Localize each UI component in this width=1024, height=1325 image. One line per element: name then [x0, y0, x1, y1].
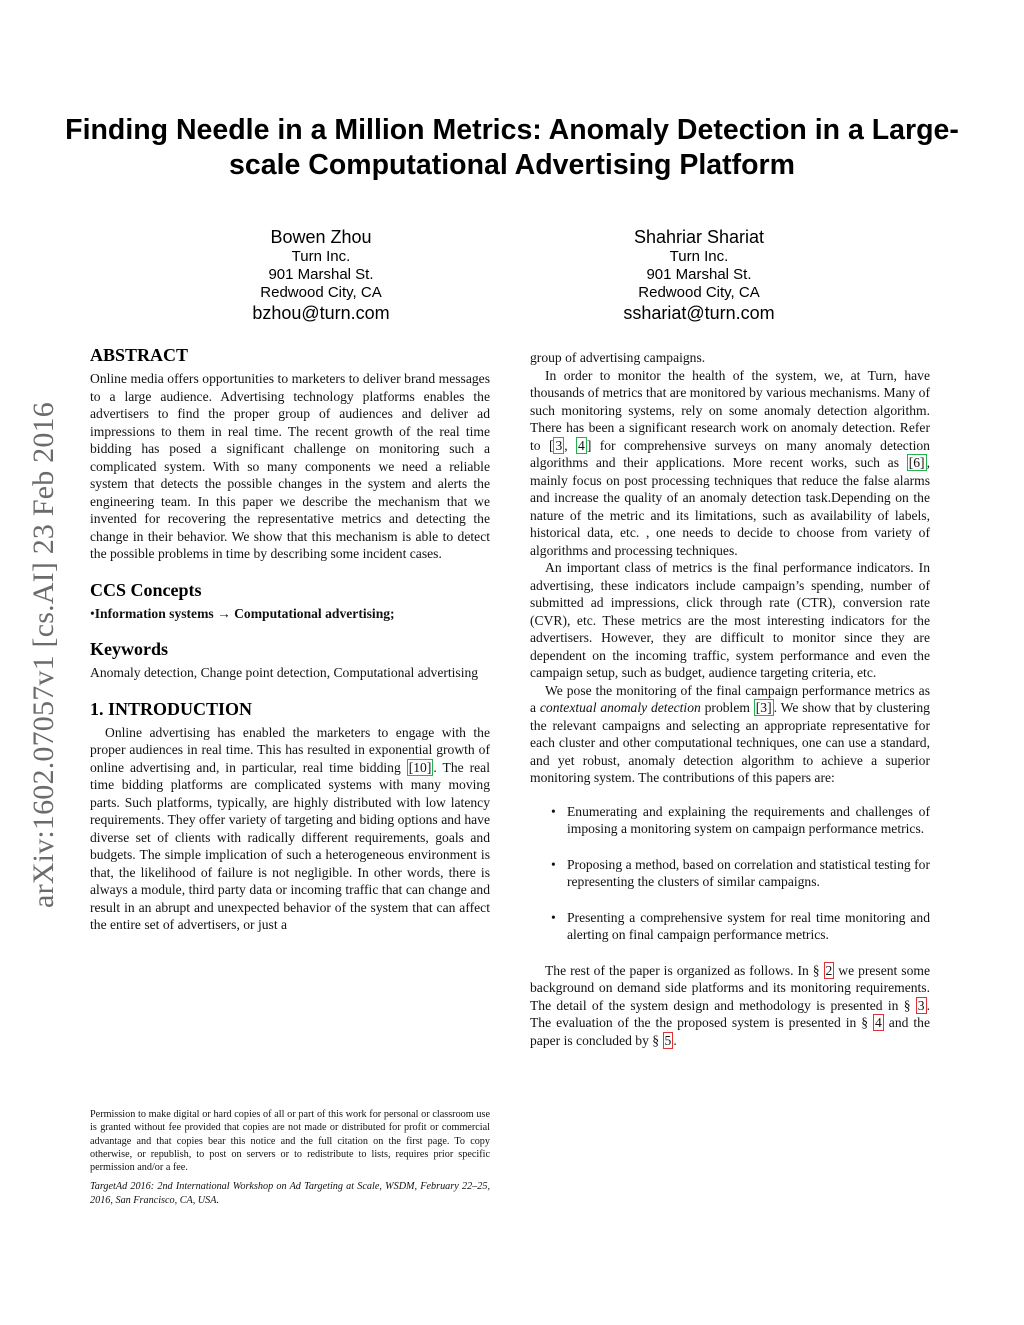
keywords-heading: Keywords: [90, 639, 168, 659]
text-segment: We pose the monitoring of the final campaign performance metrics as a: [530, 682, 930, 715]
text-segment: . The evaluation of the the proposed system is presented in §: [530, 997, 930, 1030]
text-segment: , mainly focus on post processing techniques that reduce the false alarms and increase the quality of an anomaly detection task.Depending on the nature of the metric and its limitations, such as availability of labels, historical data, etc. , one needs to decide to choose from variety of algorithms and processing techniques.: [530, 455, 930, 558]
list-item: [530, 803, 930, 838]
paragraph-monitoring: In order to monitor the health of the system, we, at Turn, have thousands of metrics that are monitored by various mechanisms. Many of such monitoring systems, rely on some anomaly detection algorithm. There has been a significant research work on anomaly detection. Refer to [ 3 , 4 ] for comprehensive surveys on many anomaly detection algorithms and their applications. More recent works, such as [6] , mainly focus on post processing techniques that reduce the false alarms and increase the quality of an anomaly detection task.Depending on the nature of the metric and its limitations, such as availability of labels, historical data, etc. , one needs to decide to choose from variety of algorithms and processing techniques.: [530, 367, 930, 558]
author-org: Turn Inc.: [291, 248, 351, 265]
ccs-concepts: [90, 605, 490, 623]
intro-text-b: . The real time bidding platforms are complicated systems with many moving parts. Such platforms, typically, are highly distributed with low latency requirements. They offer variety of targeting and biding options and have diverse set of clients with radically different requirements, goals and budgets. The simple implication of such a heterogeneous environment is that, the likelihood of failure is not negligible. In other words, there is always a module, third party data or incoming traffic that can change and result in an abrupt and unexpected behavior of the system that can affect the entire set of advertisers, or just a: [90, 759, 490, 932]
intro-text-a: Online advertising has enabled the marketers to engage with the proper audiences in real time. This has resulted in exponential growth of online advertising and, in particular, real time bidding: [90, 724, 490, 775]
text-segment: The rest of the paper is organized as follows. In §: [545, 962, 820, 978]
section-link[interactable]: 2: [825, 962, 833, 978]
section-link[interactable]: 5: [664, 1032, 672, 1048]
bullet-icon: •: [551, 909, 556, 925]
emphasis-text: contextual anomaly detection: [539, 700, 701, 715]
citation-link[interactable]: [3]: [755, 700, 772, 715]
author-name: Bowen Zhou: [270, 227, 372, 247]
continued-text: group of advertising campaigns.: [530, 350, 706, 365]
venue-notice: TargetAd 2016: 2nd International Workshop on Ad Targeting at Scale, WSDM, February 22–25, 2016, San Francisco, CA, USA.: [90, 1181, 490, 1206]
bullet-icon: •: [551, 856, 556, 872]
ccs-bullet: •: [90, 605, 95, 621]
list-item-text: Presenting a comprehensive system for real time monitoring and alerting on final campaign performance metrics.: [567, 909, 930, 942]
section-link[interactable]: 3: [917, 997, 925, 1013]
abstract-heading: ABSTRACT: [90, 345, 189, 365]
text-segment: .: [673, 1032, 677, 1048]
paragraph-contributions: [530, 682, 930, 787]
text-segment: In order to monitor the health of the system, we, at Turn, have thousands of metrics that are monitored by various mechanisms. Many of such monitoring systems, rely on some anomaly detection algorithm. There has been a significant research work on anomaly detection. Refer to: [530, 367, 930, 453]
author-street: 901 Marshal St.: [268, 266, 374, 283]
author-city: Redwood City, CA: [638, 284, 760, 301]
author-email: bzhou@turn.com: [252, 303, 390, 323]
author-name: Shahriar Shariat: [633, 227, 765, 247]
author-block-2: [549, 226, 849, 324]
paper-title: Finding Needle in a Million Metrics: Anomaly Detection in a Large-scale Computational Advertising Platform: [65, 114, 959, 181]
author-street: 901 Marshal St.: [646, 266, 752, 283]
author-city: Redwood City, CA: [260, 284, 382, 301]
arxiv-stamp-text: arXiv:1602.07057v1 [cs.AI] 23 Feb 2016: [27, 402, 60, 908]
text-segment: we present some background on demand side platforms and its monitoring requirements. The detail of the system design and methodology is presented in §: [530, 962, 930, 1013]
list-item-text: Proposing a method, based on correlation and statistical testing for representing the clusters of similar campaigns.: [567, 856, 930, 889]
text-segment: problem: [704, 700, 750, 715]
citation-link[interactable]: 3: [555, 437, 563, 453]
paragraph-organization: [530, 962, 930, 1050]
author-block-1: [171, 226, 471, 324]
abstract-text: Online media offers opportunities to marketers to deliver brand messages to a large audience. Advertising technology platforms enables the advertisers to find the proper group of audiences and deliver ad impressions to them in real time. The recent growth of the real time bidding has posed a significant challenge on monitoring such a complicated system. With so many components we need a reliable system that detects the possible changes in the system and alerts the engineering team. In this paper we describe the mechanism that we invented for recovering the representative metrics and detecting the change in their behavior. We show that this mechanism is able to detect the possible problems in time by describing some incident cases.: [90, 371, 490, 561]
citation-link[interactable]: [6]: [908, 455, 925, 470]
citation-link[interactable]: [10]: [408, 759, 432, 775]
text-segment: for comprehensive surveys on many anomaly detection algorithms and their applications. More recent works, such as: [530, 437, 930, 470]
author-email: sshariat@turn.com: [623, 303, 775, 323]
author-org: Turn Inc.: [669, 248, 729, 265]
intro-heading: 1. INTRODUCTION: [90, 698, 253, 719]
ccs-text: Information systems → Computational advertising;: [94, 605, 395, 621]
arxiv-stamp: [28, 365, 60, 945]
permission-notice: Permission to make digital or hard copies of all or part of this work for personal or classroom use is granted without fee provided that copies are not made or distributed for profit or commercial advantage and that copies bear this notice and the full citation on the first page. To copy otherwise, or republish, to post on servers or to redistribute to lists, requires prior specific permission and/or a fee.: [90, 1109, 490, 1174]
intro-paragraph: [90, 724, 490, 934]
paragraph-indicators: An important class of metrics is the final performance indicators. In advertising, these indicators include campaign’s spending, number of submitted ad impressions, click through rate (CTR), conversion rate (CVR), etc. These metrics are the most interesting indicators for the advertisers. However, they are difficult to monitor since they are dependent on the incoming traffic, system performance and even the campaign setup, such as budget, audience targeting criteria, etc.: [530, 560, 930, 680]
footnote: [90, 1108, 490, 1207]
left-column: [90, 344, 490, 934]
text-segment: . We show that by clustering the relevant campaigns and selecting an appropriate representative for each cluster and other computational techniques, one can use a standard, and yet robust, anomaly detection algorithm to achieve a superior monitoring system. The contributions of this papers are:: [530, 700, 930, 785]
text-segment: and the paper is concluded by §: [530, 1015, 930, 1048]
section-link[interactable]: 4: [875, 1015, 882, 1030]
citation-link[interactable]: 4: [578, 437, 585, 453]
ccs-heading: CCS Concepts: [90, 579, 202, 600]
keywords-text: Anomaly detection, Change point detection, Computational advertising: [90, 665, 479, 680]
list-item-text: Enumerating and explaining the requirements and challenges of imposing a monitoring system on campaign performance metrics.: [567, 803, 930, 836]
list-item: [530, 856, 930, 891]
bullet-icon: •: [551, 803, 556, 819]
contributions-list: [530, 803, 930, 944]
list-item: [530, 909, 930, 944]
right-column: [530, 349, 930, 1049]
